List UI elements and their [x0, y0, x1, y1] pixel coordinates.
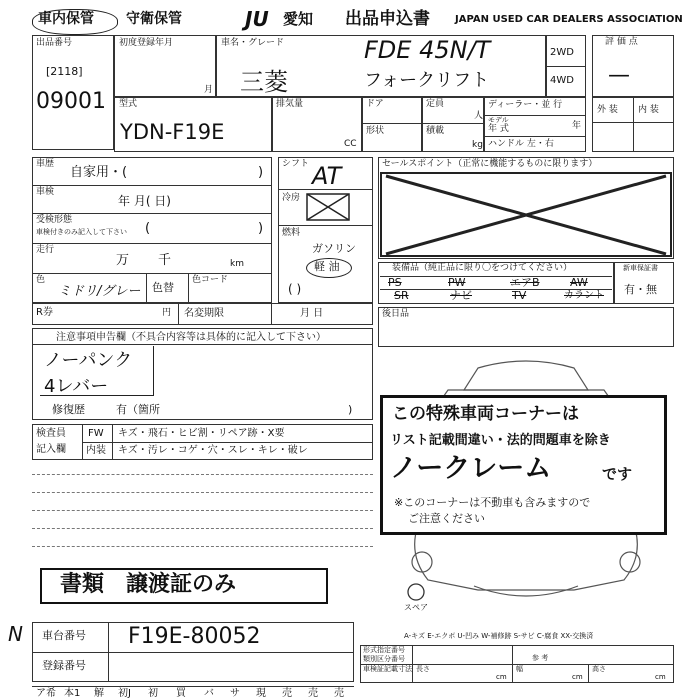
model-year-sub: 年 式	[488, 124, 509, 134]
person-unit: 人	[474, 111, 484, 121]
fuel-label: 燃料	[282, 228, 301, 238]
lot-number: 09001	[36, 89, 106, 114]
equipment-sr: SR	[394, 289, 409, 302]
equipment-ps: PS	[388, 276, 402, 289]
inspector-fw-items: キズ・飛石・ヒビ割・リペア跡・X要	[118, 428, 285, 439]
color-change-label: 色替	[152, 281, 174, 294]
door-label: ドア	[366, 99, 384, 109]
bottom-cell: 売	[334, 688, 344, 699]
score-value: —	[608, 63, 630, 88]
model-handwritten: フォークリフト	[364, 70, 490, 91]
notes-label: 注意事項申告欄（不具合内容等は具体的に記入して下さい）	[56, 332, 326, 343]
rear-box	[378, 307, 674, 347]
notice-line2: リスト記載間違い・法的問題車を除き	[390, 433, 611, 448]
color-code-label: 色コード	[192, 275, 229, 285]
name-change-label: 名変期限	[184, 308, 224, 319]
history-label: 車歴	[36, 159, 55, 169]
shift-handwritten: AT	[312, 162, 342, 190]
org-name: 愛知	[283, 10, 314, 28]
reg-number-label: 登録番号	[42, 659, 86, 672]
spare-icon	[408, 584, 424, 600]
sales-point-label: セールスポイント（正常に機能するものに限ります）	[382, 159, 598, 169]
bottom-cell: 本1	[64, 688, 81, 699]
inspector-in: 内装	[86, 445, 106, 456]
width-cm: cm	[572, 673, 583, 681]
notice-note1: ※このコーナーは不動車も含みますので	[394, 496, 591, 509]
name-change-value: 月 日	[300, 308, 324, 319]
length-cm: cm	[496, 673, 507, 681]
bottom-cell: サ	[230, 688, 240, 699]
mileage-km: km	[230, 259, 244, 269]
model-year-label: モデル	[488, 116, 509, 124]
notice-line1: この特殊車両コーナーは	[392, 404, 579, 424]
bottom-cell: 現	[256, 688, 266, 699]
transfer-paren: (	[145, 221, 151, 236]
recycle-label: R券	[36, 307, 53, 318]
chassis-label: 車台番号	[42, 629, 86, 642]
form-title: 出品申込書	[345, 9, 430, 29]
form-number-label: 形式指定番号	[363, 646, 405, 654]
notice-line3-big: ノークレーム	[390, 453, 552, 484]
fuel-oil: 軽 油	[314, 260, 340, 273]
equipment-grid	[380, 276, 612, 303]
size-label: 車検証記載寸法	[363, 665, 412, 673]
notice-note2: ご注意ください	[408, 512, 485, 525]
inspector-fw: FW	[88, 428, 104, 439]
height-cm: cm	[655, 673, 666, 681]
equipment-tv: TV	[512, 289, 527, 302]
spare-label: スペア	[404, 603, 428, 612]
fuel-gas: ガソリン	[312, 242, 356, 255]
transfer-label: 受検形態	[36, 215, 73, 225]
legend-codes: A-キズ E-エクボ U-凹み W-補修跡 S-サビ C-腐食 XX-交換済	[404, 632, 594, 640]
logo-mark: JU	[245, 7, 269, 31]
repair-close: )	[348, 403, 353, 416]
category-label: 類別区分番号	[363, 655, 405, 663]
bottom-cell: バ	[204, 688, 214, 699]
reg-month-unit: 月	[204, 85, 214, 95]
bottom-row	[32, 686, 354, 700]
lot-sub: [2118]	[46, 65, 83, 78]
ref-label-1: 参 考	[532, 654, 549, 662]
year-unit: 年	[572, 121, 582, 131]
inspection-value: 年 月( 日)	[118, 194, 171, 208]
mileage-label: 走行	[36, 245, 55, 255]
transfer-close: )	[258, 221, 264, 236]
grade-handwritten: FDE 45N/T	[364, 36, 491, 64]
recycle-yen: 円	[162, 308, 172, 318]
inspector-label2: 記入欄	[36, 444, 66, 455]
bottom-cell: 売	[308, 688, 318, 699]
notes-line1: ノーパンク	[44, 350, 133, 371]
capacity-label: 定員	[426, 99, 445, 109]
equipment-pw: PW	[448, 276, 466, 289]
inspector-label1: 検査員	[36, 428, 66, 439]
bottom-cell: 買	[176, 688, 186, 699]
rear-label: 後日品	[382, 309, 410, 319]
exterior-label: 外 装	[597, 105, 618, 115]
insurance-value: 有・無	[624, 283, 657, 296]
inspection-label: 車検	[36, 187, 55, 197]
kg-unit: kg	[472, 140, 483, 150]
left-mark: N	[8, 622, 23, 646]
sales-point-cross	[380, 172, 672, 257]
repair-value: 有（箇所	[116, 403, 160, 416]
maker-handwritten: 三菱	[240, 68, 288, 96]
equipment-color: カラント	[564, 290, 604, 301]
bottom-cell: 売	[282, 688, 292, 699]
equipment-label: 装備品（純正品に限り〇をつけてください）	[392, 263, 573, 273]
shape-label: 形状	[366, 126, 385, 136]
notice-line3-small: です	[602, 465, 633, 483]
car-name-label: 車名・グレード	[221, 38, 285, 48]
bottom-cell: 解	[94, 688, 104, 699]
inspector-in-items: キズ・汚レ・コゲ・穴・スレ・キレ・破レ	[118, 445, 308, 456]
fuel-paren: ( )	[288, 282, 302, 296]
type-handwritten: YDN-F19E	[120, 120, 225, 144]
mileage-man: 万	[116, 253, 130, 268]
height-label: 高さ	[592, 665, 606, 673]
bottom-cell: 初J	[118, 688, 131, 699]
transfer-note: 車検付きのみ記入して下さい	[36, 228, 127, 236]
documents-text: 書類 譲渡証のみ	[60, 572, 237, 597]
displacement-label: 排気量	[276, 99, 304, 109]
usage-value: 自家用・(	[70, 165, 128, 180]
type-label: 型式	[119, 99, 138, 109]
ac-label: 冷房	[282, 193, 301, 203]
bottom-cell: 初	[148, 688, 158, 699]
drive-2wd: 2WD	[550, 47, 574, 58]
score-label: 評 価 点	[605, 37, 638, 47]
tag-guard-storage: 守衛保管	[126, 11, 182, 27]
tag-car-storage: 車内保管	[38, 11, 94, 27]
lot-label: 出品番号	[36, 38, 73, 48]
color-label: 色	[36, 275, 46, 285]
equipment-navi: ナビ	[450, 289, 472, 302]
reg-year-label: 初度登録年月	[119, 38, 174, 48]
usage-close: )	[258, 165, 264, 180]
width-label: 幅	[516, 665, 523, 673]
dealer-label: ディーラー・並 行	[488, 100, 563, 110]
mileage-sen: 千	[158, 253, 172, 268]
repair-label: 修復歴	[52, 403, 85, 416]
drive-4wd: 4WD	[550, 75, 574, 86]
insurance-label: 新車保証書	[623, 264, 658, 272]
association-name: JAPAN USED CAR DEALERS ASSOCIATION	[455, 14, 683, 25]
length-label: 長さ	[416, 665, 430, 673]
ac-crossed-box	[306, 193, 350, 221]
load-label: 積載	[426, 126, 445, 136]
chassis-handwritten: F19E-80052	[128, 624, 261, 649]
interior-label: 内 装	[638, 105, 659, 115]
color-handwritten: ミドリ/グレー	[58, 284, 141, 299]
notes-line2: 4レバー	[44, 376, 109, 397]
equipment-airbag: エアB	[510, 276, 540, 289]
bottom-cell: ア希	[36, 688, 56, 699]
shift-label: シフト	[282, 159, 310, 169]
handle-label: ハンドル 左・右	[488, 139, 554, 149]
cc-unit: CC	[344, 139, 357, 149]
equipment-aw: AW	[570, 276, 588, 289]
